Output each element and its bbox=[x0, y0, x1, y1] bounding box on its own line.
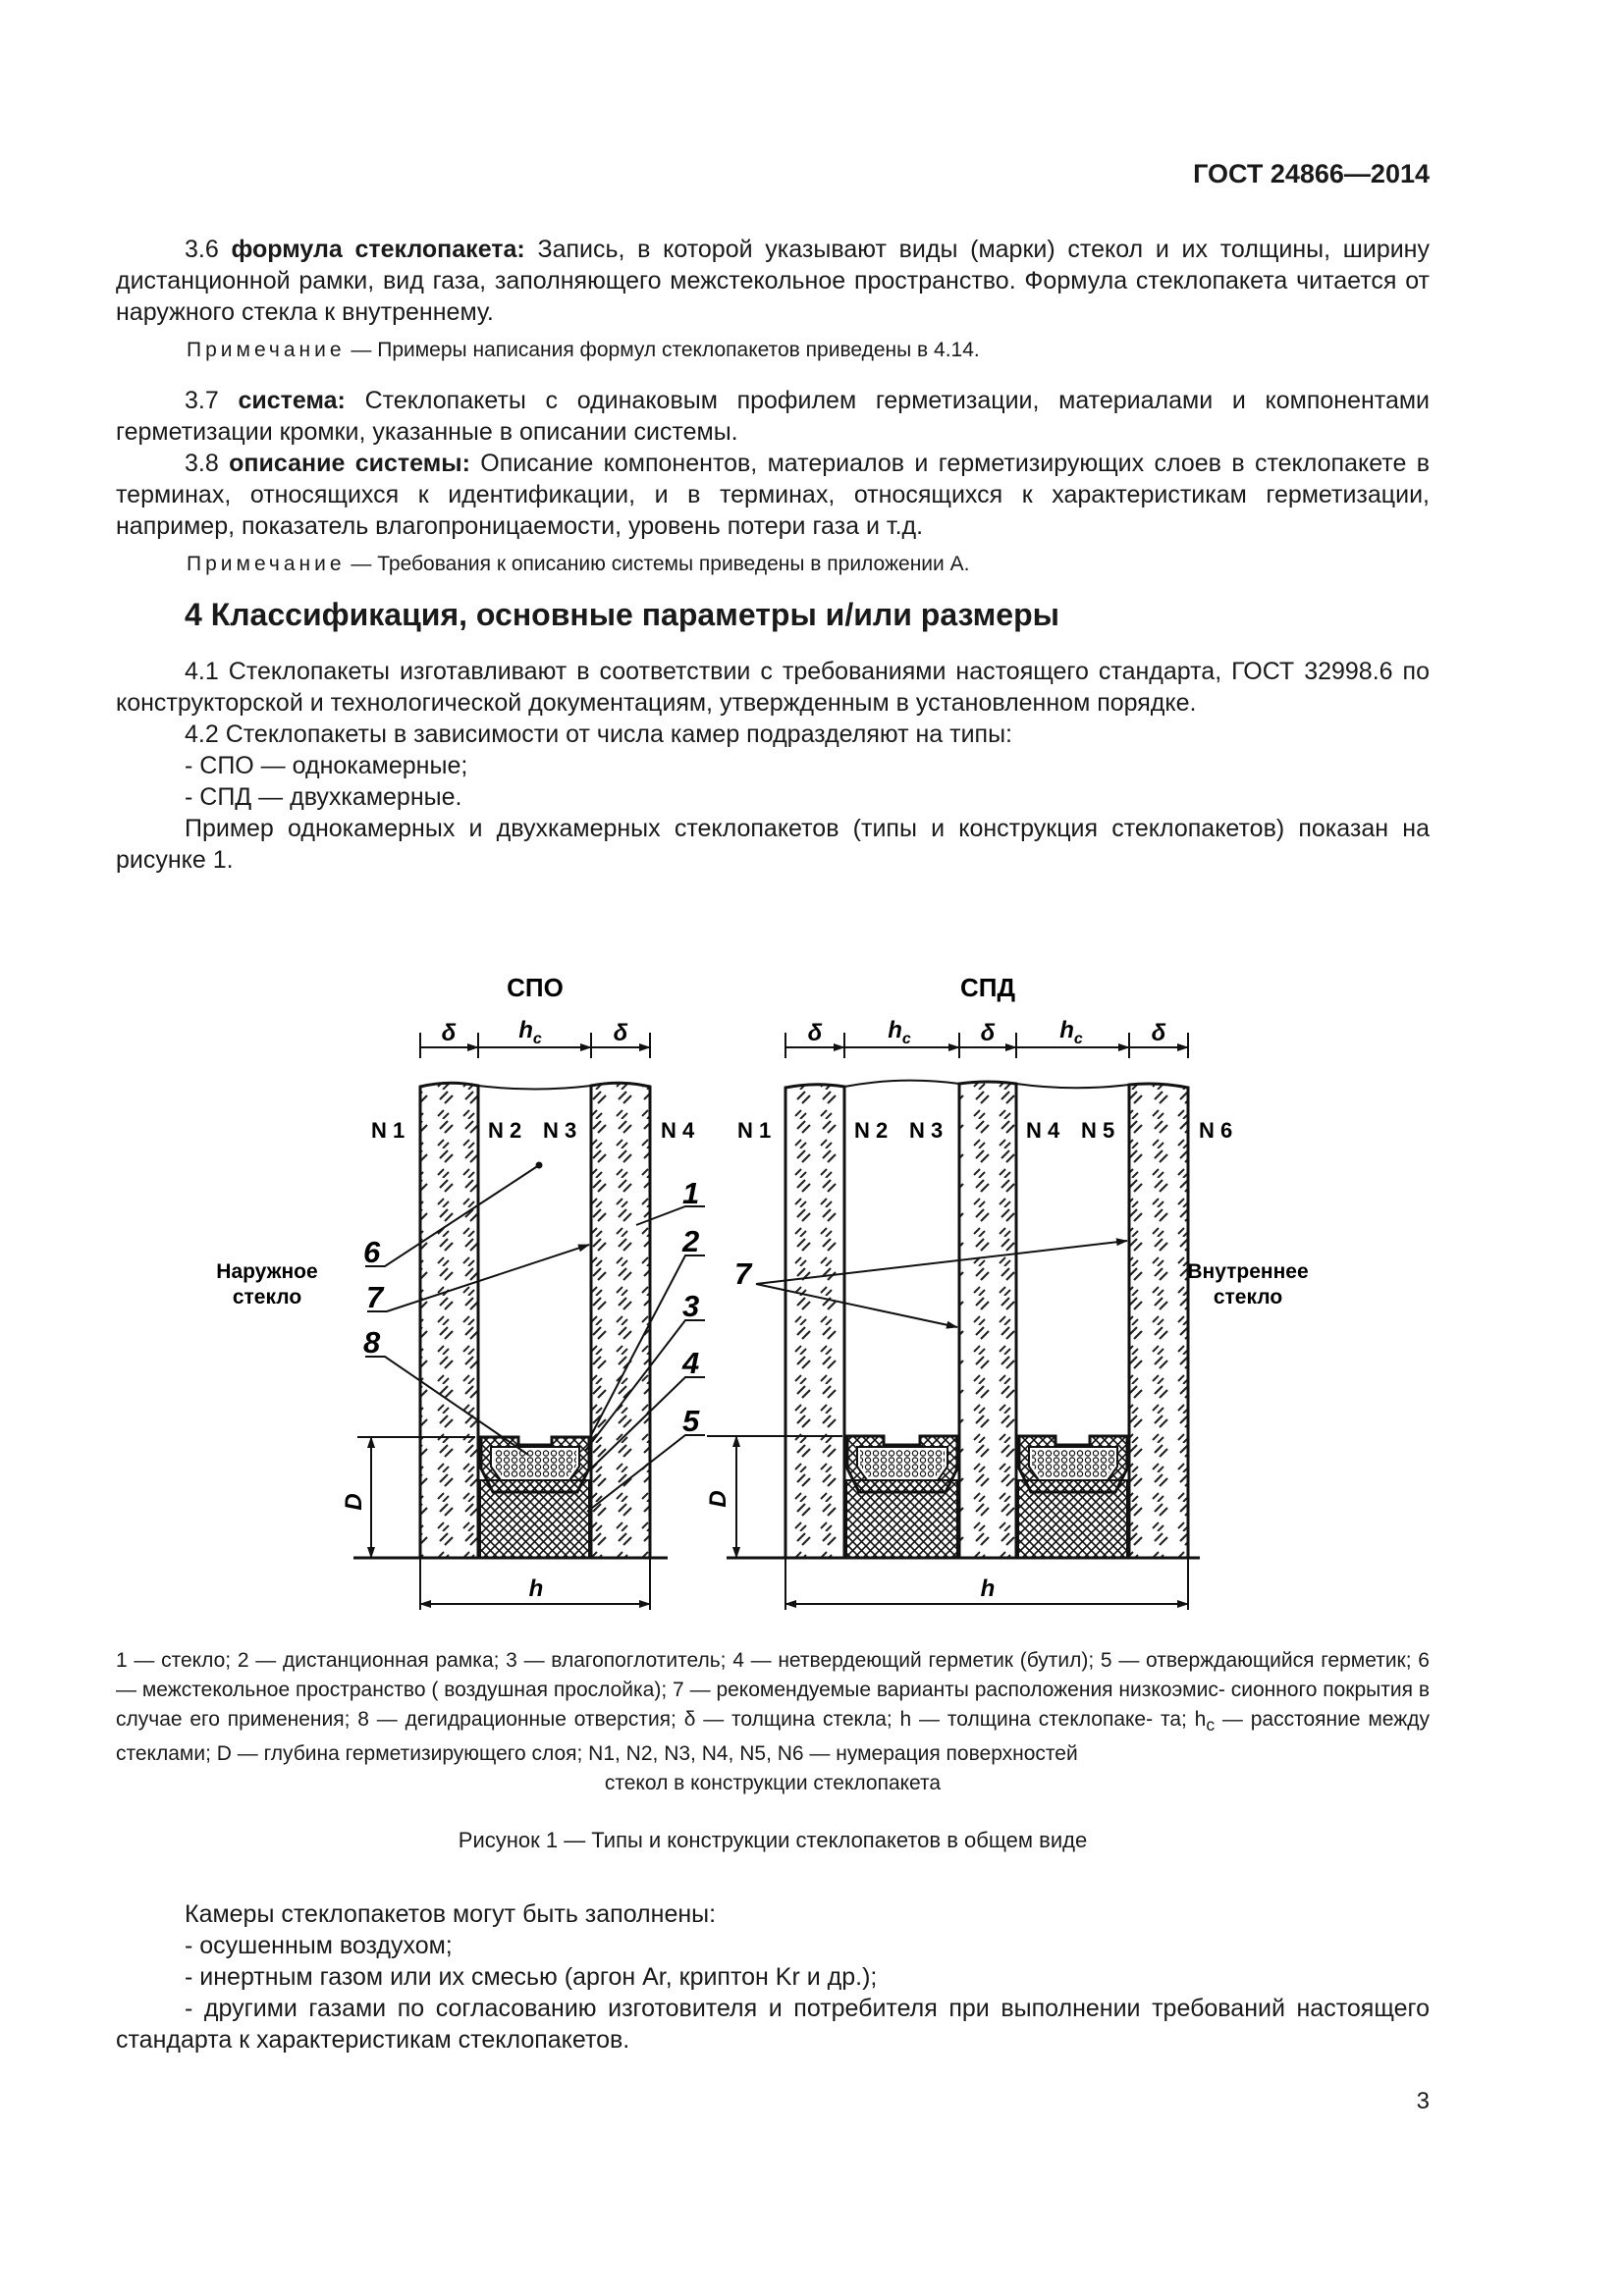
clause-3-7: 3.7 система: Стеклопакеты с одинаковым профилем герметизации, материалами и компонентами герметизации кромки, указанные в описании системы. bbox=[116, 387, 1431, 446]
spo-D: D bbox=[341, 1493, 367, 1511]
note-2: Примечание — Требования к описанию системы приведены в приложении А. bbox=[187, 553, 970, 575]
lower-text bbox=[116, 1898, 1430, 2056]
spd-D: D bbox=[705, 1490, 731, 1508]
spd-callout-7: 7 bbox=[734, 1256, 752, 1291]
fill-item-other: - другими газами по согласованию изготовителя и потребителя при выполнении требований настоящего стандарта к характеристикам стеклопакетов. bbox=[116, 1995, 1430, 2054]
callout-6: 6 bbox=[363, 1235, 381, 1269]
spd-label: СПД bbox=[960, 973, 1015, 1002]
spd-n6: N 6 bbox=[1199, 1118, 1233, 1143]
spo-glass-outer bbox=[420, 1083, 478, 1558]
document-code: ГОСТ 24866—2014 bbox=[1193, 159, 1430, 188]
spd-hc-2: $h_c$ bbox=[1059, 1017, 1083, 1047]
outer-glass-label-2: стекло bbox=[232, 1286, 302, 1308]
callout-2: 2 bbox=[682, 1224, 700, 1258]
spo-label: СПО bbox=[507, 973, 564, 1002]
note-1: Примечание — Примеры написания формул стеклопакетов приведены в 4.14. bbox=[187, 339, 980, 361]
term-3-8: описание системы: bbox=[229, 450, 470, 477]
fill-intro: Камеры стеклопакетов могут быть заполнены: bbox=[185, 1900, 717, 1928]
spd-n5: N 5 bbox=[1081, 1118, 1115, 1143]
spd-glass-inner bbox=[1129, 1084, 1188, 1558]
callout-3: 3 bbox=[682, 1289, 700, 1323]
spd-desiccant-2 bbox=[1032, 1450, 1114, 1477]
callout-7: 7 bbox=[366, 1280, 384, 1314]
outer-glass-label-1: Наружное bbox=[216, 1260, 318, 1283]
term-3-6: формула стеклопакета: bbox=[231, 236, 525, 263]
callout-1: 1 bbox=[682, 1176, 700, 1210]
callout-8: 8 bbox=[363, 1325, 381, 1360]
inner-glass-label-1: Внутреннее bbox=[1187, 1260, 1309, 1283]
figure-title: Рисунок 1 — Типы и конструкции стеклопакетов в общем виде bbox=[458, 1828, 1088, 1852]
term-3-7: система: bbox=[238, 387, 346, 414]
clause-4-2: 4.2 Стеклопакеты в зависимости от числа камер подразделяют на типы: bbox=[185, 721, 1013, 748]
example-text: Пример однокамерных и двухкамерных стеклопакетов (типы и конструкция стеклопакетов) показан на рисунке 1. bbox=[116, 815, 1430, 874]
spd-h: h bbox=[980, 1575, 996, 1602]
clause-4-1: 4.1 Стеклопакеты изготавливают в соответствии с требованиями настоящего стандарта, ГОСТ 32998.6 по конструкторской и технологической документациям, утвержденным в установленном порядке. bbox=[116, 658, 1430, 717]
spo-n4: N 4 bbox=[661, 1118, 695, 1143]
clause-3-6: 3.6 формула стеклопакета: Запись, в которой указывают виды (марки) стекол и их толщины, ширину дистанционной рамки, вид газа, заполняющего межстекольное пространство. Формула стеклопакета читается от наружного стекла к внутреннему. bbox=[116, 236, 1430, 326]
clause-3-8: 3.8 описание системы: Описание компонентов, материалов и герметизирующих слоев в стеклопакете в терминах, относящихся к идентификации, и в терминах, относящихся к характеристикам герметизации, например, показатель влагопроницаемости, уровень потери газа и т.д. bbox=[116, 450, 1430, 540]
spd-delta-1: δ bbox=[807, 1020, 823, 1046]
spd-delta-3: δ bbox=[1151, 1020, 1166, 1046]
spo-desiccant bbox=[494, 1450, 576, 1477]
spd-diagram bbox=[705, 973, 1309, 1610]
spd-n2: N 2 bbox=[854, 1118, 889, 1143]
spo-n1: N 1 bbox=[371, 1118, 406, 1143]
callout-4: 4 bbox=[682, 1346, 700, 1380]
fill-item-inert: - инертным газом или их смесью (аргон Ar, криптон Kr и др.); bbox=[185, 1963, 878, 1991]
spo-n3: N 3 bbox=[543, 1118, 577, 1143]
spd-hc-1: $h_c$ bbox=[888, 1017, 911, 1047]
fill-item-air: - осушенным воздухом; bbox=[185, 1932, 453, 1959]
spd-delta-2: δ bbox=[980, 1020, 996, 1046]
spo-delta-1: δ bbox=[441, 1020, 457, 1046]
spd-glass-outer bbox=[785, 1085, 844, 1558]
spd-glass-middle bbox=[959, 1082, 1016, 1558]
figure-caption: 1 — стекло; 2 — дистанционная рамка; 3 — влагопоглотитель; 4 — нетвердеющий герметик (бутил); 5 — отверждающийся герметик; 6 — межстекольное пространство ( воздушная прослойка); 7 — рекомендуемые варианты расположения низкоэмис- сионного покрытия в случае его применения; 8 — дегидрационные отверстия; δ — толщина стекла; h — толщина стеклопаке- та; $h_c$ — расстояние между стеклами; D — глубина герметизирующего слоя; N1, N2, N3, N4, N5, N6 — нумерация поверхностей стекол в конструкции стеклопакета bbox=[116, 1649, 1431, 1795]
section-4-title: 4 Классификация, основные параметры и/или размеры bbox=[185, 597, 1059, 632]
callout-5: 5 bbox=[682, 1404, 700, 1438]
page-number: 3 bbox=[1416, 2088, 1430, 2114]
spo-delta-2: δ bbox=[613, 1020, 628, 1046]
spd-n4: N 4 bbox=[1026, 1118, 1060, 1143]
spo-hc: $h_c$ bbox=[518, 1017, 542, 1047]
type-spd: - СПД — двухкамерные. bbox=[185, 783, 462, 811]
spd-n1: N 1 bbox=[737, 1118, 772, 1143]
spo-n2: N 2 bbox=[488, 1118, 522, 1143]
spd-n3: N 3 bbox=[909, 1118, 944, 1143]
type-spo: - СПО — однокамерные; bbox=[185, 752, 468, 779]
spo-h: h bbox=[528, 1575, 544, 1602]
spo-diagram bbox=[216, 973, 705, 1610]
inner-glass-label-2: стекло bbox=[1213, 1286, 1283, 1308]
spd-desiccant-1 bbox=[860, 1450, 945, 1477]
